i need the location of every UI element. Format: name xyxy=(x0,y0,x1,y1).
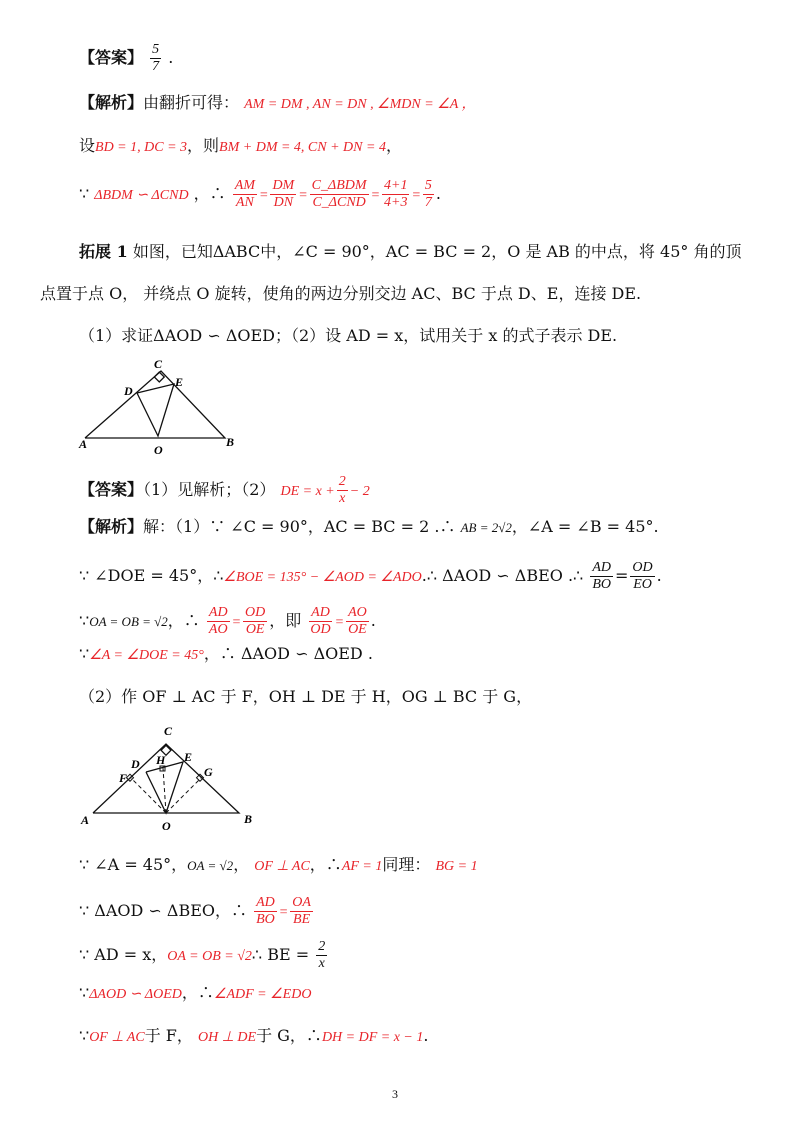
fig2-label-c: C xyxy=(164,724,173,738)
extension-title: 拓展 1 xyxy=(79,242,128,261)
answer-1: 【答案】 $\frac{5}{7}$ . xyxy=(79,42,174,74)
analysis-2-line-8: ∵ AD = x，OA = OB = √2∴ BE = $\frac{2}{x}$ xyxy=(79,939,326,971)
fig1-label-e: E xyxy=(175,375,184,389)
fig1-label-o: O xyxy=(154,443,163,456)
page-number: 3 xyxy=(392,1087,398,1101)
answer-bracket: 【答案】 xyxy=(79,48,144,67)
answer-2: 【答案】（1）见解析；（2） DE = x + $\frac{2}{x}$ − 2 xyxy=(79,474,370,506)
analysis-2-line-3: ∵OA = OB = √2，∴ $\frac{AD}{AO}$ = $\frac{OD}{OE}$ ，即 $\frac{AD}{OD}$ = $\frac{AO}{OE}$ . xyxy=(79,605,376,637)
fig1-label-b: B xyxy=(226,435,235,449)
analysis-2-line-10: ∵OF ⊥ AC于 F， OH ⊥ DE于 G，∴DH = DF = x − 1. xyxy=(79,1026,429,1045)
analysis-1: 【解析】由翻折可得： AM = DM , AN = DN , ∠MDN = ∠A ， xyxy=(79,93,476,112)
fig2-label-d: D xyxy=(131,757,140,771)
fig2-label-e: E xyxy=(184,750,193,764)
answer-fraction: $\frac{5}{7}$ xyxy=(152,42,160,74)
analysis-2-line-9: ∵ΔAOD ∽ ΔOED，∴∠ADF = ∠EDO xyxy=(79,983,312,1002)
fig1-label-d: D xyxy=(124,384,133,398)
similarity-ratio-line: ∵ ΔBDM ∽ ΔCND ，∴ $\frac{AM}{AN}$ = $\frac{DM}{DN}$ = $\frac{\text{C\_ΔBDM}}{\text{C\_ΔCND}}$ = $\frac{4+1}{4+3}$ = $\frac{5}{7}$ . xyxy=(79,178,442,210)
fig2-label-g: G xyxy=(204,765,213,779)
fold-equalities: AM = DM , AN = DN , ∠MDN = ∠A ， xyxy=(244,97,476,112)
fig2-label-f: F xyxy=(119,771,128,785)
triangle-figure-2 xyxy=(76,724,276,839)
fig2-label-b: B xyxy=(244,812,253,826)
triangle-figure-1 xyxy=(75,356,245,456)
fig2-label-a: A xyxy=(81,813,90,827)
analysis-2-line-7: ∵ ΔAOD ∽ ΔBEO，∴ $\frac{AD}{BO}$ = $\frac{OA}{BE}$ xyxy=(79,895,311,927)
fig1-label-c: C xyxy=(154,357,163,371)
extension-line-2: 点置于点 O， 并绕点 O 旋转，使角的两边分别交边 AC、BC 于点 D、E，连接 DE. xyxy=(40,284,642,303)
analysis-2-line-5: （2）作 OF ⊥ AC 于 F，OH ⊥ DE 于 H，OG ⊥ BC 于 G， xyxy=(79,687,533,706)
analysis-2-line-1: 【解析】解：（1）∵ ∠C = 90°，AC = BC = 2 .∴ AB = 2√2，∠A = ∠B = 45°. xyxy=(79,517,659,536)
set-line: 设BD = 1, DC = 3，则BM + DM = 4, CN + DN = 4， xyxy=(79,136,402,155)
extension-line-1: 拓展 1 如图，已知ΔABC中，∠C = 90°，AC = BC = 2，O 是 AB 的中点，将 45° 角的顶 xyxy=(79,242,742,261)
analysis-2-line-4: ∵∠A = ∠DOE = 45°，∴ ΔAOD ∽ ΔOED . xyxy=(79,644,373,663)
extension-question: （1）求证ΔAOD ∽ ΔOED；（2）设 AD = x，试用关于 x 的式子表示 DE. xyxy=(79,326,618,345)
fig1-label-a: A xyxy=(79,437,88,451)
analysis-2-line-6: ∵ ∠A = 45°，OA = √2， OF ⊥ AC，∴AF = 1同理： BG = 1 xyxy=(79,855,478,874)
fig2-label-h: H xyxy=(156,753,166,767)
analysis-2-line-2: ∵ ∠DOE = 45°，∴∠BOE = 135° − ∠AOD = ∠ADO.∴ ΔAOD ∽ ΔBEO .∴ $\frac{AD}{BO}$ = $\frac{OD}{EO}$ . xyxy=(79,560,662,592)
fig2-label-o: O xyxy=(162,819,171,833)
